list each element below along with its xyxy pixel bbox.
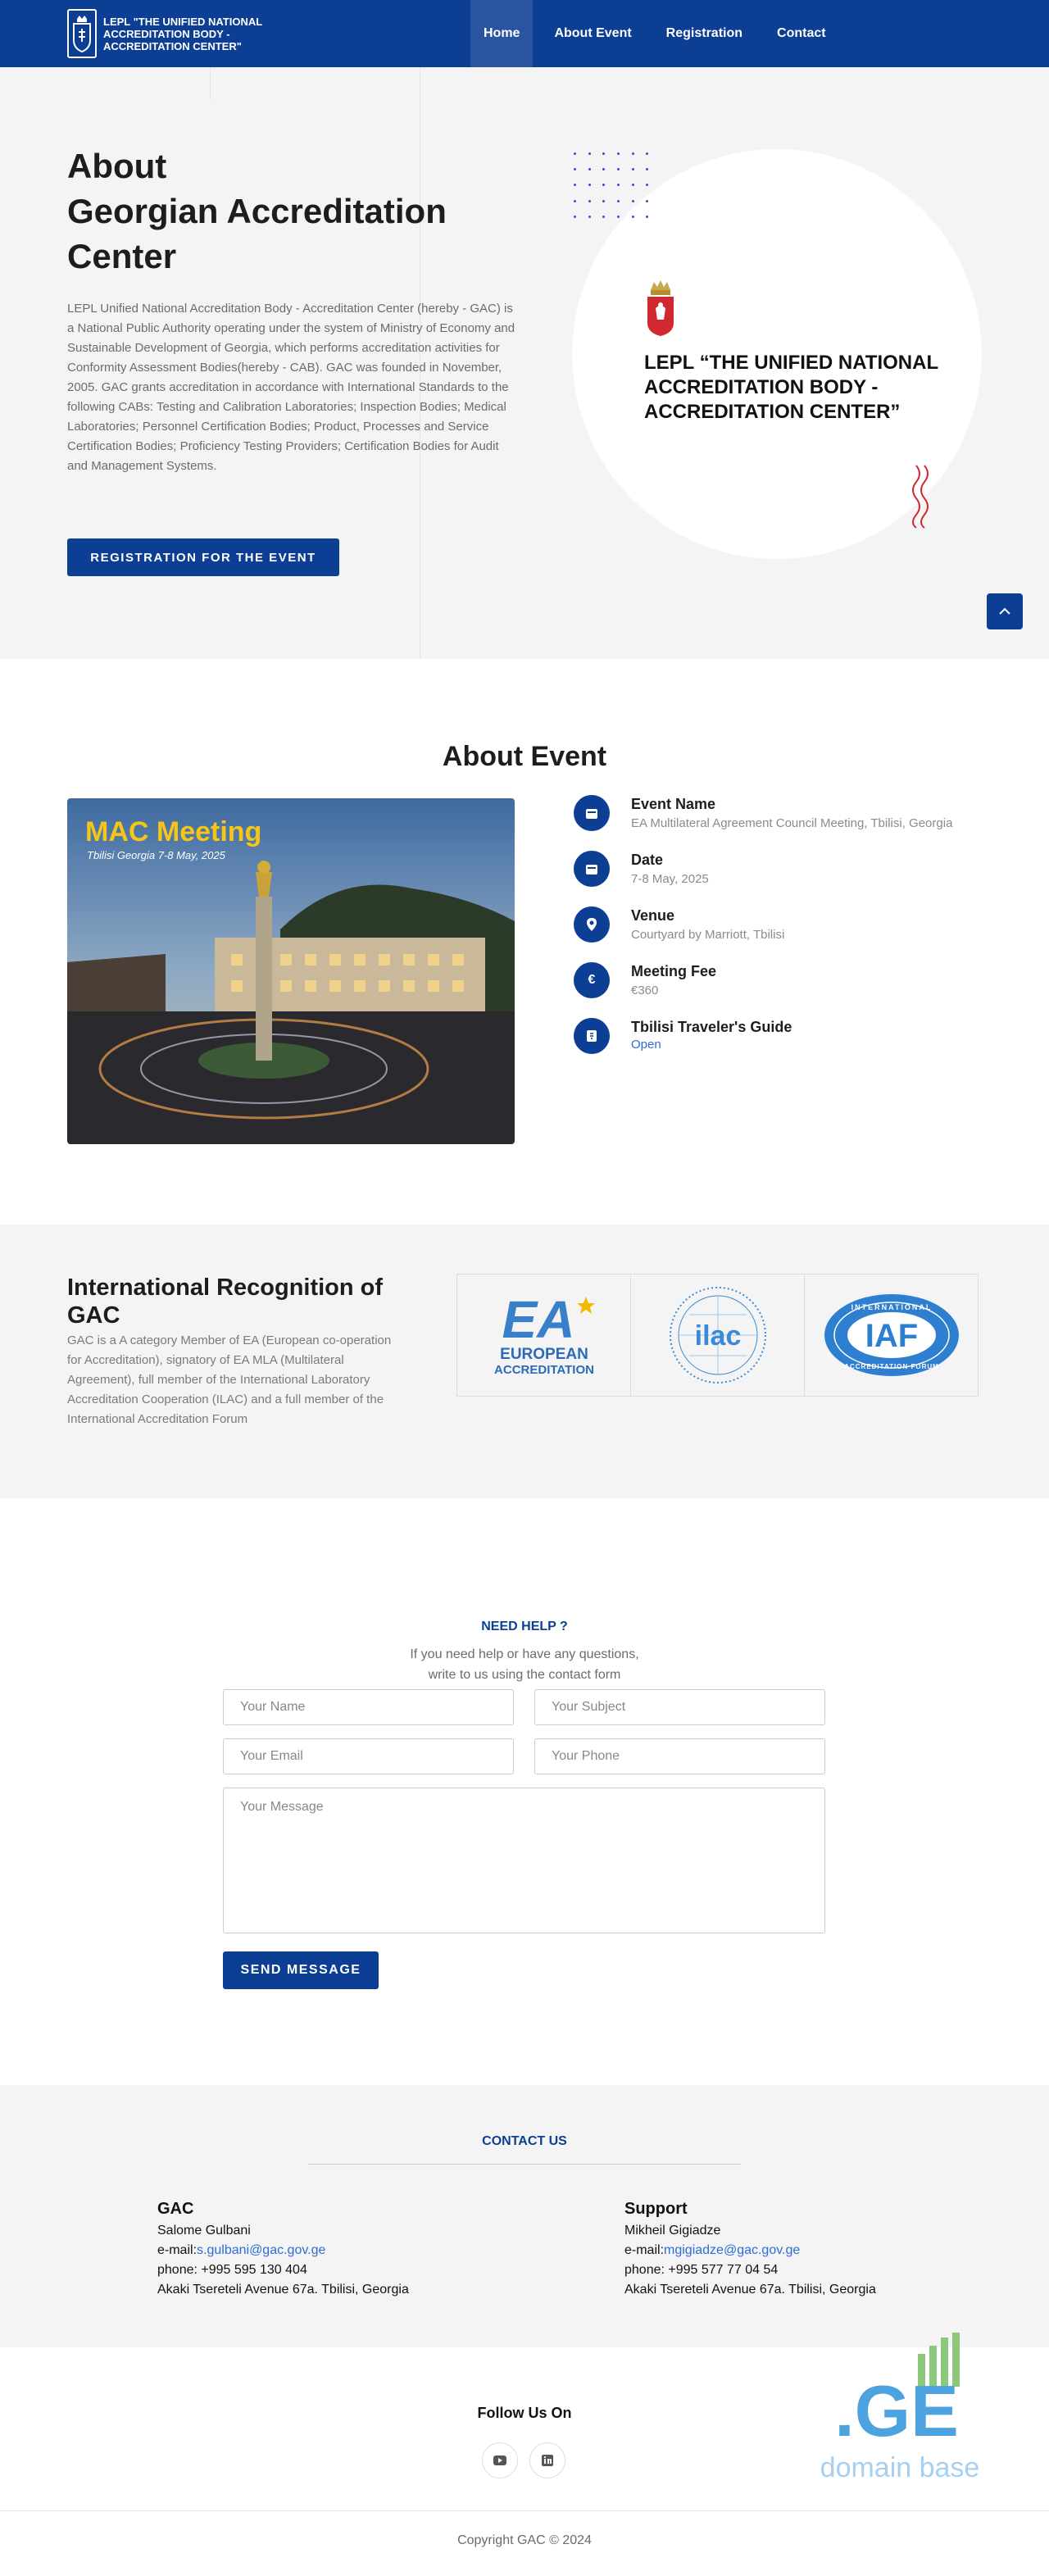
badge-sub-text: domain base [820, 2452, 980, 2483]
page-title [67, 143, 447, 279]
linkedin-icon [542, 2455, 553, 2466]
meeting-fee-value: €360 [631, 984, 659, 997]
travel-guide-label: Tbilisi Traveler's Guide [631, 1019, 792, 1035]
ilac-logo[interactable] [630, 1274, 805, 1397]
event-date-item [574, 851, 983, 888]
follow-section [0, 2347, 1049, 2511]
calendar-icon [574, 851, 610, 887]
divider [308, 2164, 741, 2165]
domain-base-badge [815, 2331, 987, 2487]
badge-main-text: .GE [834, 2370, 959, 2451]
recognition-logos [456, 1274, 978, 1397]
help-subtitle-line: write to us using the contact form [428, 1668, 621, 1682]
title-line: Georgian Accreditation [67, 192, 447, 230]
recognition-description: GAC is a A category Member of EA (European co-operation for Accreditation), signatory of EA MLA (Multilateral Agreement), full member of the International Laboratory Accreditation Cooperation (ILAC) and a full member of the International Accreditation Forum [67, 1333, 392, 1426]
contact-column-gac [157, 2198, 409, 2300]
iaf-ring-top: INTERNATIONAL [851, 1303, 932, 1311]
nav-home[interactable]: Home [470, 0, 533, 67]
euro-icon: € [574, 962, 610, 998]
meeting-fee-item [574, 962, 983, 1000]
email-label: e-mail: [157, 2243, 198, 2257]
ea-line-1: EUROPEAN [499, 1346, 588, 1363]
contact-person: Salome Gulbani [157, 2224, 251, 2238]
divider [210, 67, 211, 100]
email-input[interactable] [223, 1738, 514, 1774]
contact-person: Mikheil Gigiadze [624, 2224, 721, 2238]
hero-description: LEPL Unified National Accreditation Body - Accreditation Center (hereby - GAC) is a National Public Authority operating under the system of Ministry of Economy and Sustainable Development of Georgia, which performs accreditation activities for Conformity Assessment Bodies(hereby - CAB). GAC was founded in November, 2005. GAC grants accreditation in accordance with International Standards to the following CABs: Testing and Calibration Laboratories; Inspection Bodies; Medical Laboratories; Personnel Certification Bodies; Product, Processes and Service Certification Bodies; Proficiency Testing Providers; Certification Bodies for Audit and Management Systems. [67, 302, 515, 473]
ea-mark: EA [502, 1290, 574, 1349]
event-venue-item [574, 906, 983, 944]
scroll-to-top-button[interactable] [987, 593, 1023, 629]
register-event-button[interactable]: REGISTRATION FOR THE EVENT [67, 538, 339, 576]
contact-address: Akaki Tsereteli Avenue 67a. Tbilisi, Georgia [157, 2283, 409, 2297]
hero-section [0, 67, 1049, 659]
contact-email-row [157, 2241, 409, 2260]
event-date-label: Date [631, 852, 664, 868]
contact-form-section [0, 1498, 1049, 2085]
send-message-button[interactable]: SEND MESSAGE [223, 1951, 379, 1989]
linkedin-button[interactable] [529, 2442, 565, 2478]
event-name-label: Event Name [631, 796, 716, 812]
event-details-list [574, 795, 983, 1072]
follow-title: Follow Us On [477, 2405, 572, 2421]
organization-name: LEPL “THE UNIFIED NATIONAL ACCREDITATION BODY - ACCREDITATION CENTER” [644, 352, 938, 423]
ea-line-2: ACCREDITATION [493, 1363, 594, 1377]
contact-email-link[interactable]: s.gulbani@gac.gov.ge [197, 2243, 326, 2257]
contact-email-link[interactable]: mgigiadze@gac.gov.ge [664, 2243, 801, 2257]
section-title: About Event [442, 741, 607, 772]
coat-of-arms-icon [67, 9, 97, 58]
decorative-squiggle [908, 464, 933, 529]
footer [0, 2511, 1049, 2569]
email-label: e-mail: [624, 2243, 665, 2257]
nav-about-event[interactable]: About Event [554, 26, 632, 40]
contact-heading: Support [624, 2200, 688, 2218]
site-logo[interactable] [67, 9, 284, 58]
travel-guide-open-link[interactable]: Open [631, 1038, 661, 1052]
location-pin-icon [574, 906, 610, 943]
contact-phone: phone: +995 595 130 404 [157, 2263, 307, 2277]
contact-title: CONTACT US [482, 2134, 567, 2148]
contact-email-row [624, 2241, 876, 2260]
copyright-text: Copyright GAC © 2024 [457, 2533, 592, 2547]
contact-column-support [624, 2198, 876, 2300]
ilac-wordmark: ilac [694, 1320, 741, 1352]
youtube-button[interactable] [482, 2442, 518, 2478]
travel-guide-item [574, 1018, 983, 1054]
contact-heading: GAC [157, 2200, 194, 2218]
help-subtitle-line: If you need help or have any questions, [410, 1647, 639, 1661]
calendar-icon [574, 795, 610, 831]
subject-input[interactable] [534, 1689, 825, 1725]
youtube-icon [493, 2456, 506, 2465]
nav-registration[interactable]: Registration [665, 26, 743, 40]
event-date-value: 7-8 May, 2025 [631, 872, 709, 886]
meeting-fee-label: Meeting Fee [631, 963, 717, 979]
event-name-value: EA Multilateral Agreement Council Meeting, Tbilisi, Georgia [631, 816, 953, 830]
georgian-coat-of-arms-icon [644, 279, 677, 338]
event-venue-value: Courtyard by Marriott, Tbilisi [631, 928, 785, 942]
iaf-logo[interactable] [804, 1274, 979, 1397]
recognition-title: International Recognition of GAC [67, 1274, 384, 1329]
iaf-ring-bottom: ACCREDITATION FORUM [843, 1363, 939, 1370]
main-menu [470, 0, 839, 67]
logo-text: LEPL "THE UNIFIED NATIONAL ACCREDITATION BODY - ACCREDITATION CENTER" [103, 15, 262, 52]
contact-us-section [0, 2085, 1049, 2347]
contact-address: Akaki Tsereteli Avenue 67a. Tbilisi, Georgia [624, 2283, 876, 2297]
guide-book-icon [574, 1018, 610, 1054]
nav-contact[interactable]: Contact [777, 26, 826, 40]
help-title: NEED HELP ? [481, 1620, 568, 1633]
image-title: MAC Meeting [85, 816, 262, 847]
event-venue-label: Venue [631, 907, 675, 924]
event-image [67, 798, 515, 1144]
contact-phone: phone: +995 577 77 04 54 [624, 2263, 779, 2277]
message-textarea[interactable] [223, 1788, 825, 1933]
phone-input[interactable] [534, 1738, 825, 1774]
recognition-section [0, 1224, 1049, 1498]
iaf-wordmark: IAF [865, 1318, 918, 1354]
about-event-section [0, 659, 1049, 1224]
ea-logo[interactable] [456, 1274, 631, 1397]
help-subtitle [0, 1644, 1049, 1685]
chevron-up-icon [999, 607, 1010, 616]
title-line: Center [67, 237, 177, 275]
name-input[interactable] [223, 1689, 514, 1725]
event-name-item [574, 795, 983, 833]
top-navbar [0, 0, 1049, 67]
image-subtitle: Tbilisi Georgia 7-8 May, 2025 [87, 849, 225, 861]
title-line: About [67, 147, 167, 185]
dot-pattern [574, 152, 656, 226]
